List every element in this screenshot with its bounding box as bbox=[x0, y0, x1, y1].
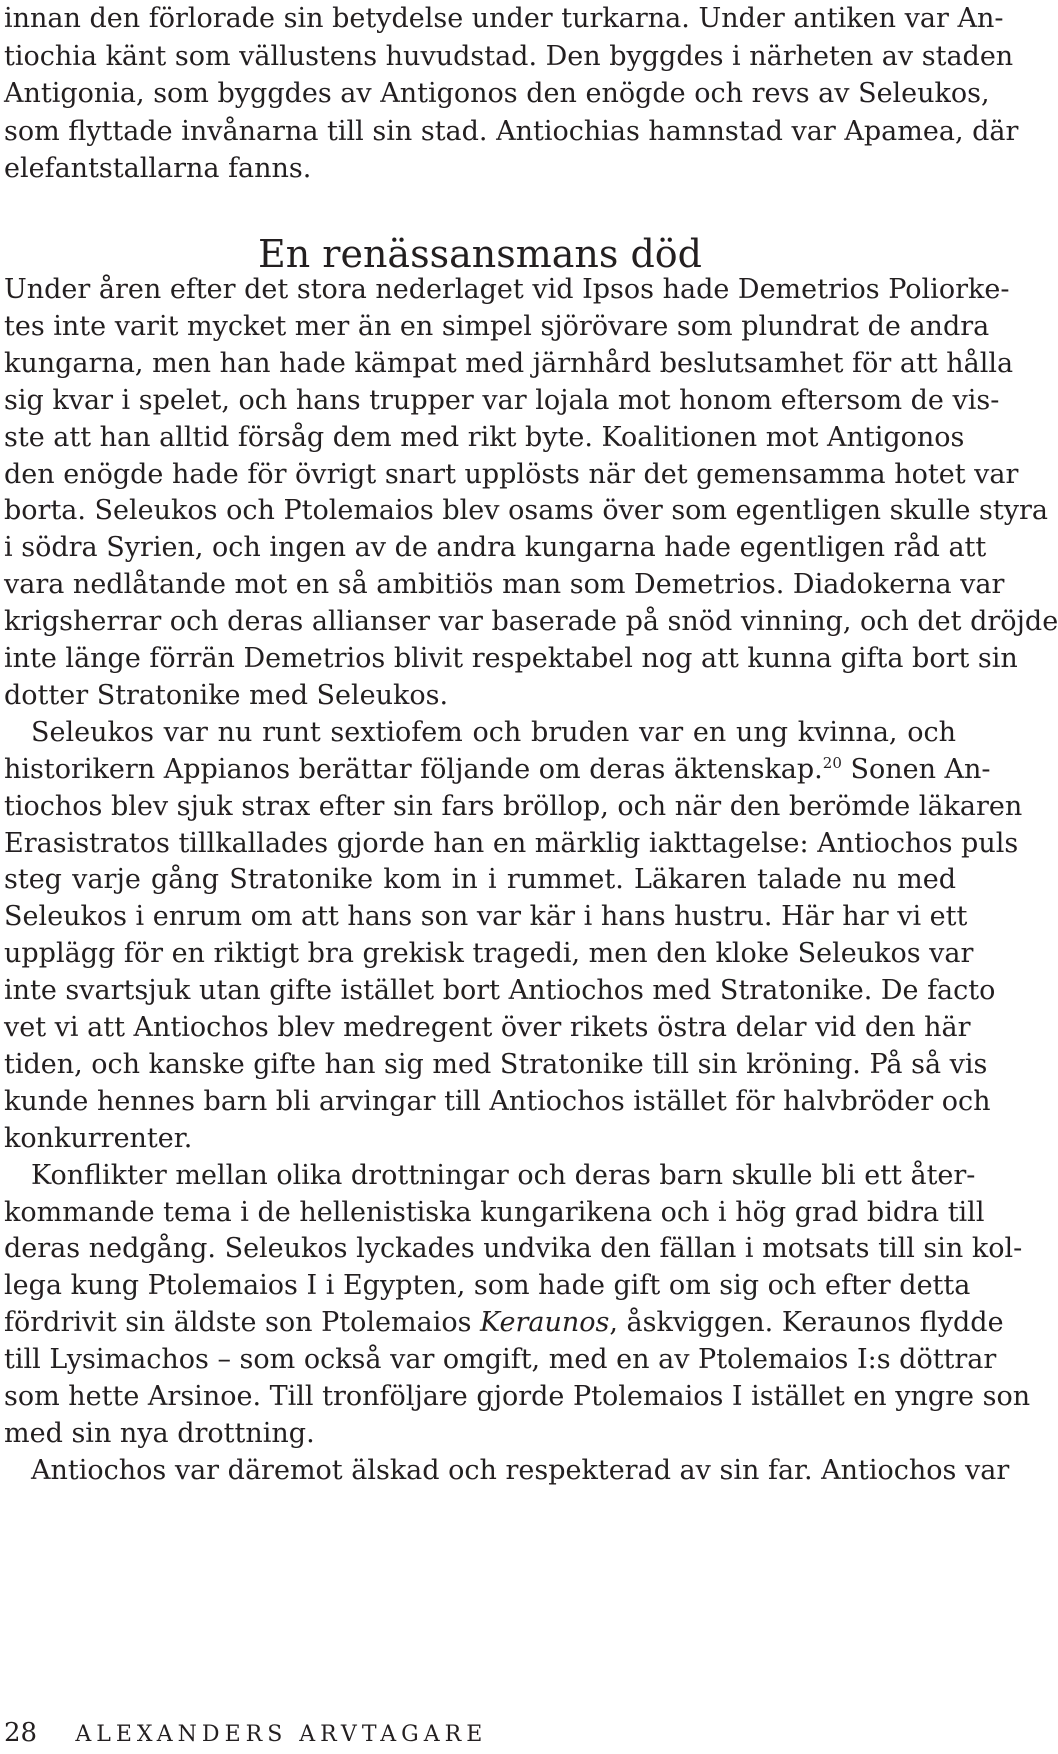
italic-term: Keraunos bbox=[480, 1307, 610, 1339]
text-line: som hette Arsinoe. Till tronföljare gjorde Ptolemaios I istället en yngre son bbox=[4, 1381, 1031, 1412]
text-line: i södra Syrien, och ingen av de andra kungarna hade egentligen råd att bbox=[4, 532, 987, 564]
text-line: lega kung Ptolemaios I i Egypten, som hade gift om sig och efter detta bbox=[4, 1270, 971, 1302]
text-line: kommande tema i de hellenistiska kungarikena och i hög grad bidra till bbox=[4, 1196, 985, 1228]
text-line: Seleukos var nu runt sextiofem och bruden var en ung kvinna, och bbox=[31, 716, 956, 748]
text-line: Antiochos var däremot älskad och respekterad av sin far. Antiochos var bbox=[31, 1454, 1010, 1486]
text-line: tiochia känt som vällustens huvudstad. Den byggdes i närheten av staden bbox=[4, 40, 1014, 72]
text-line: med sin nya drottning. bbox=[4, 1417, 315, 1449]
text-line: inte länge förrän Demetrios blivit respektabel nog att kunna gifta bort sin bbox=[4, 643, 1018, 674]
section-heading: En renässansmans död bbox=[258, 232, 702, 276]
text-line: vara nedlåtande mot en så ambitiös man som Demetrios. Diadokerna var bbox=[4, 569, 1005, 601]
text-line: borta. Seleukos och Ptolemaios blev osams över som egentligen skulle styra bbox=[4, 495, 1048, 527]
text-line: kungarna, men han hade kämpat med järnhård beslutsamhet för att hålla bbox=[4, 347, 1014, 379]
text-line: Seleukos i enrum om att hans son var kär i hans hustru. Här har vi ett bbox=[4, 901, 968, 933]
text-line: inte svartsjuk utan gifte istället bort Antiochos med Stratonike. De facto bbox=[4, 975, 996, 1007]
text-line: Erasistratos tillkallades gjorde han en märklig iakttagelse: Antiochos puls bbox=[4, 827, 1019, 859]
running-title: ALEXANDERS ARVTAGARE bbox=[75, 1722, 488, 1747]
text-line: som flyttade invånarna till sin stad. Antiochias hamnstad var Apamea, där bbox=[4, 115, 1019, 147]
text-line: Under åren efter det stora nederlaget vid Ipsos hade Demetrios Poliorke- bbox=[4, 274, 1010, 305]
text-line: den enögde hade för övrigt snart upplösts när det gemensamma hotet var bbox=[4, 458, 1019, 490]
text-line: steg varje gång Stratonike kom in i rummet. Läkaren talade nu med bbox=[4, 864, 956, 896]
text-line: tes inte varit mycket mer än en simpel sjörövare som plundrat de andra bbox=[4, 310, 990, 342]
text-line: konkurrenter. bbox=[4, 1122, 193, 1154]
text-line: Antigonia, som byggdes av Antigonos den enögde och revs av Seleukos, bbox=[4, 78, 990, 109]
text-line: sig kvar i spelet, och hans trupper var lojala mot honom eftersom de vis- bbox=[4, 384, 1000, 416]
text-line: ste att han alltid försåg dem med rikt byte. Koalitionen mot Antigonos bbox=[4, 421, 965, 453]
text-line: historikern Appianos berättar följande om deras äktenskap.$^{20}$ Sonen An- bbox=[4, 753, 991, 785]
text-line: till Lysimachos – som också var omgift, med en av Ptolemaios I:s döttrar bbox=[4, 1344, 997, 1376]
text-line: innan den förlorade sin betydelse under turkarna. Under antiken var An- bbox=[4, 3, 1004, 34]
text-line: tiden, och kanske gifte han sig med Stratonike till sin kröning. På så vis bbox=[4, 1048, 988, 1080]
text-line: deras nedgång. Seleukos lyckades undvika den fällan i motsats till sin kol- bbox=[4, 1233, 1023, 1265]
text-line: Konflikter mellan olika drottningar och deras barn skulle bli ett åter- bbox=[31, 1159, 976, 1191]
page-footer bbox=[4, 1718, 487, 1750]
page-number: 28 bbox=[4, 1718, 38, 1748]
text-line: fördrivit sin äldste son Ptolemaios Keraunos, åskviggen. Keraunos flydde bbox=[4, 1307, 1004, 1339]
text-line: vet vi att Antiochos blev medregent över rikets östra delar vid den här bbox=[4, 1012, 971, 1043]
text-line: krigsherrar och deras allianser var baserade på snöd vinning, och det dröjde bbox=[4, 606, 1058, 638]
text-line: tiochos blev sjuk strax efter sin fars bröllop, och när den berömde läkaren bbox=[4, 790, 1023, 822]
text-line: kunde hennes barn bli arvingar till Antiochos istället för halvbröder och bbox=[4, 1085, 991, 1117]
text-line: upplägg för en riktigt bra grekisk tragedi, men den kloke Seleukos var bbox=[4, 938, 974, 970]
text-line: dotter Stratonike med Seleukos. bbox=[4, 679, 449, 711]
footnote-marker: 20 bbox=[822, 753, 842, 772]
text-line: elefantstallarna fanns. bbox=[4, 153, 312, 184]
